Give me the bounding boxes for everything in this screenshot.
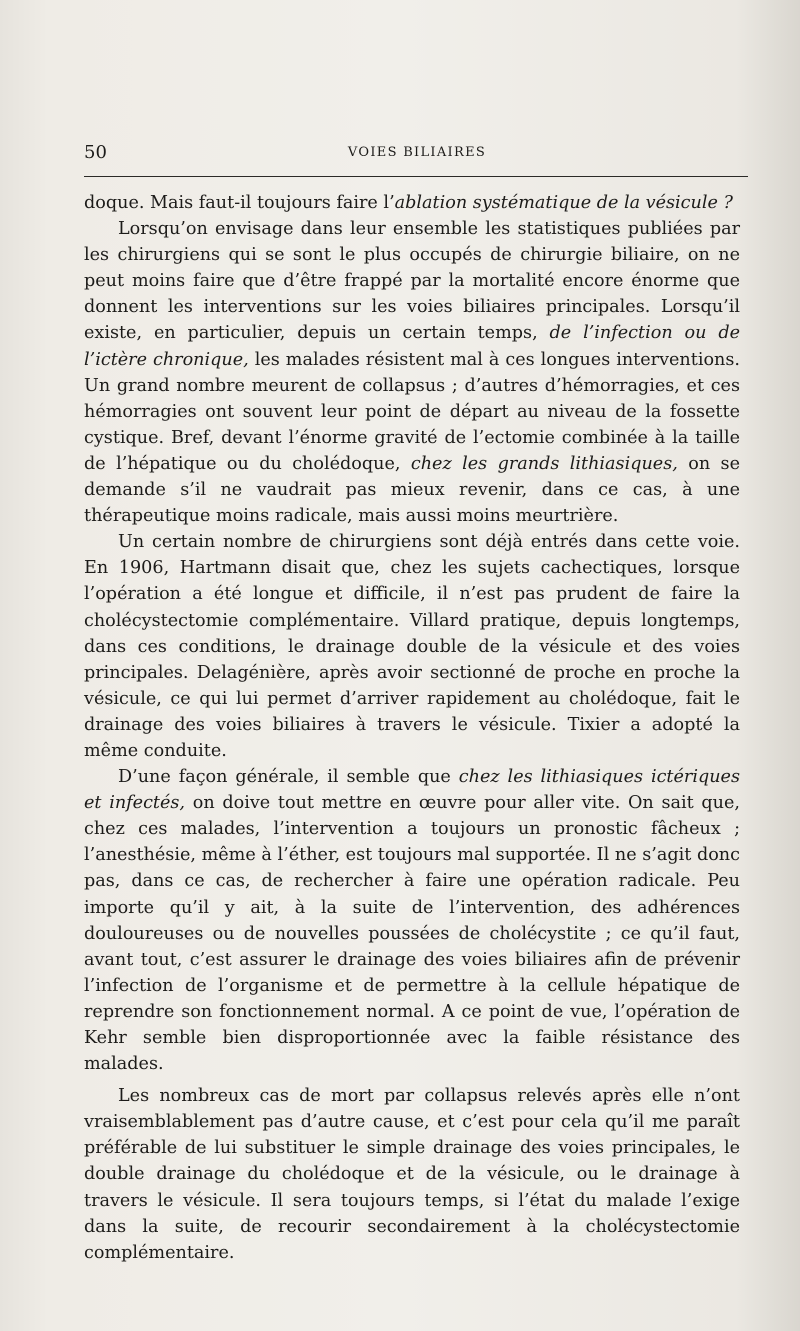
header-rule <box>84 176 748 177</box>
text-run: D’une façon générale, il semble que <box>118 767 459 788</box>
paragraph <box>84 529 740 764</box>
text-run: les malades résistent mal à ces longues interventions. Un grand nombre meurent de collapsus ; d’autres d’hémorragies, et ces hémorragies ont souvent leur point de départ au niveau de la fossette cystique. Bref, devant l’énorme gravité de l’ectomie combinée à la taille de l’hépatique ou du cholédoque, <box>84 349 740 474</box>
text-run: doque. Mais faut-il toujours faire l’ <box>84 193 395 213</box>
text-run: on se demande s’il ne vaudrait pas mieux revenir, dans ce cas, à une thérapeutique moins radicale, mais aussi moins meurtrière. <box>84 453 740 527</box>
italic-run: chez les lithiasiques ictériques et infectés, <box>84 767 740 814</box>
paragraph <box>84 216 740 529</box>
text-run: Un certain nombre de chirurgiens sont déjà entrés dans cette voie. En 1906, Hartmann disait que, chez les sujets cachectiques, lorsque l’opération a été longue et difficile, il n’est pas prudent de faire la cholécystectomie complémentaire. Villard pratique, depuis longtemps, dans ces conditions, le drainage double de la vésicule et des voies principales. Delagénière, après avoir sectionné de proche en proche la vésicule, ce qui lui permet d’arriver rapidement au cholédoque, fait le drainage des voies biliaires à travers le vésicule. Tixier a adopté la même conduite. <box>84 532 740 761</box>
italic-run: chez les grands lithiasiques, <box>410 453 678 474</box>
text-run: Lorsqu’on envisage dans leur ensemble les statistiques publiées par les chirurgiens qui se sont le plus occupés de chirurgie biliaire, on ne peut moins faire que d’être frappé par la mortalité encore énorme que donnent les interventions sur les voies biliaires principales. Lorsqu’il existe, en particulier, depuis un certain temps, <box>84 219 740 344</box>
text-run: Les nombreux cas de mort par collapsus relevés après elle n’ont vraisemblablement pas d’autre cause, et c’est pour cela qu’il me paraît préférable de lui substituer le simple drainage des voies principales, le double drainage du cholédoque et de la vésicule, ou le drainage à travers le vésicule. Il sera toujours temps, si l’état du malade l’exige dans la suite, de recourir secondairement à la cholécystectomie complémentaire. <box>84 1086 740 1263</box>
paragraph <box>84 1083 740 1266</box>
paragraph-continuation <box>84 190 740 216</box>
page-header <box>84 142 750 166</box>
italic-run: ablation systématique de la vésicule ? <box>394 193 733 213</box>
running-head: VOIES BILIAIRES <box>347 145 487 160</box>
text-run: on doive tout mettre en œuvre pour aller vite. On sait que, chez ces malades, l’intervention a toujours un pronostic fâcheux ; l’anesthésie, même à l’éther, est toujours mal supportée. Il ne s’agit donc pas, dans ce cas, de rechercher à faire une opération radicale. Peu importe qu’il y ait, à la suite de l’intervention, des adhérences douloureuses ou de nouvelles poussées de cholécystite ; ce qu’il faut, avant tout, c’est assurer le drainage des voies biliaires afin de prévenir l’infection de l’organisme et de permettre à la cellule hépatique de reprendre son fonctionnement normal. A ce point de vue, l’opération de Kehr semble bien disproportionnée avec la faible résistance des malades. <box>84 793 740 1075</box>
paragraph <box>84 764 740 1077</box>
body-text <box>84 190 740 1266</box>
italic-run: de l’infection ou de l’ictère chronique, <box>84 323 740 370</box>
page-number: 50 <box>84 142 107 163</box>
